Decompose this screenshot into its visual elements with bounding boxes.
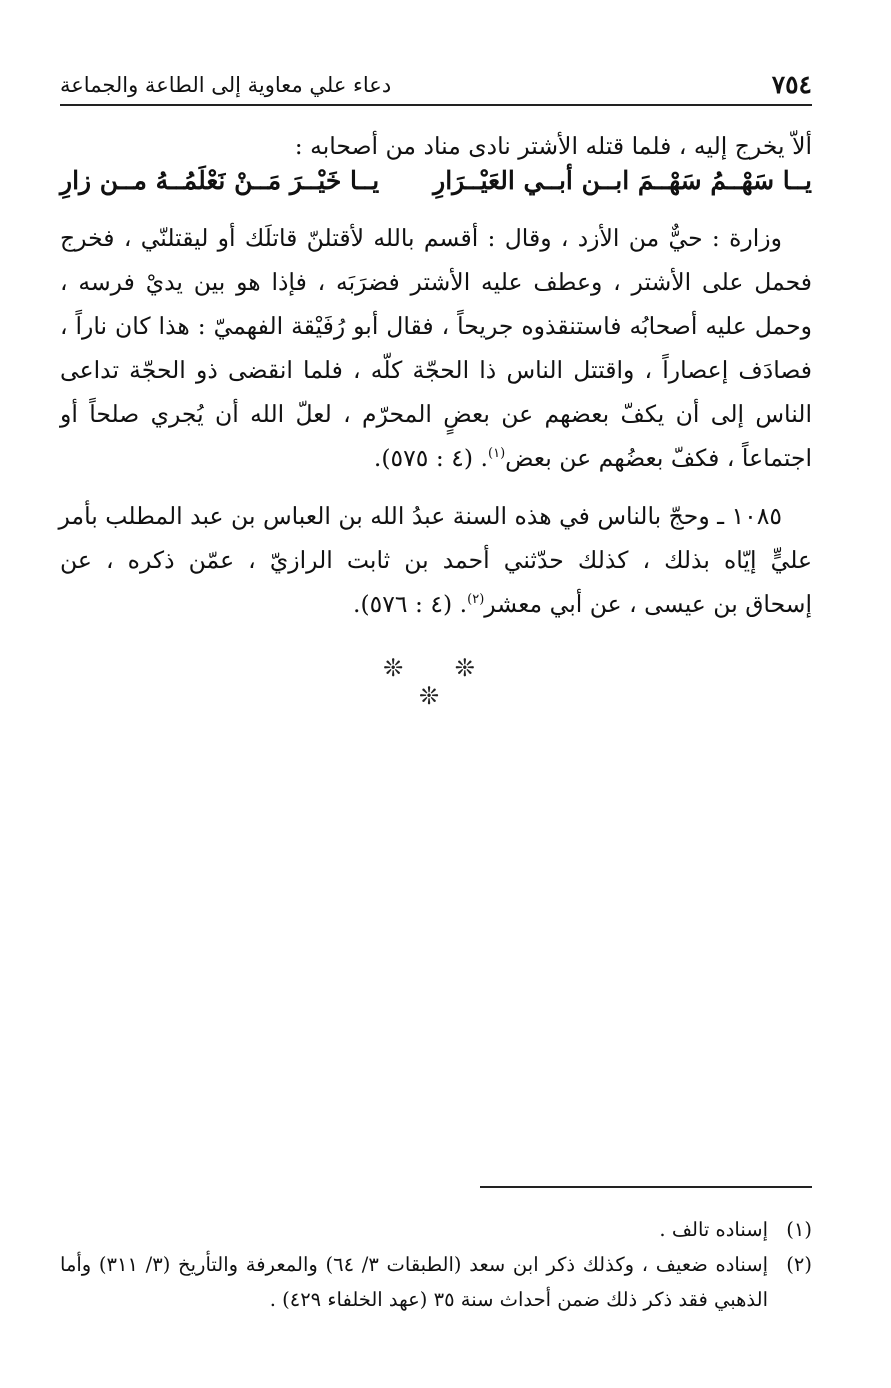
footnote-marker: (٢): [786, 1253, 812, 1276]
footnote-reference-1: (١): [488, 446, 506, 462]
text-line: [60, 582, 812, 626]
footnote-line: إسناده تالف .: [659, 1218, 768, 1241]
text-line: [60, 436, 812, 480]
text-line: الناس إلى أن يكفّ بعضهم عن بعضٍ المحرّم ، لعلّ الله أن يُجري صلحاً أو: [60, 400, 812, 428]
footnote-2: [60, 1247, 812, 1317]
footnote-marker: (١): [786, 1218, 812, 1241]
page-header: [60, 70, 812, 106]
verse-second-hemistich: يــا خَيْــرَ مَــنْ نَعْلَمُــهُ مــن زارِ: [60, 166, 380, 195]
text-line: ألاّ يخرج إليه ، فلما قتله الأشتر نادى مناد من أصحابه :: [294, 132, 812, 160]
text-line: ١٠٨٥ ـ وحجّ بالناس في هذه السنة عبدُ الله بن العباس بن عبد المطلب بأمر: [58, 502, 782, 530]
main-text: [60, 124, 812, 626]
text-line: وزارة : حيٌّ من الأزد ، وقال : أقسم بالله لأقتلنّ قاتلَك أو ليقتلنّي ، فخرج: [60, 224, 782, 252]
page-number: ٧٥٤: [771, 70, 812, 99]
text-line: فحمل على الأشتر ، وعطف عليه الأشتر فضرَبَه ، فإذا هو بين يديْ فرسه ،: [60, 268, 812, 296]
footnote-text: [60, 1212, 768, 1247]
footnote-reference-2: (٢): [467, 592, 485, 608]
verse-first-hemistich: يــا سَهْــمُ سَهْــمَ ابــن أبــي العَيْــرَارِ: [433, 166, 812, 195]
text-line: وحمل عليه أصحابُه فاستنقذوه جريحاً ، فقال أبو رُفَيْقة الفهميّ : هذا كان ناراً ،: [60, 312, 812, 340]
footnote-divider: [480, 1186, 812, 1188]
footnotes: [60, 1212, 812, 1317]
text-line: عليٍّ إيّاه بذلك ، كذلك حدّثني أحمد بن ثابت الرازيّ ، عمّن ذكره ، عن: [60, 546, 812, 574]
footnote-line: الذهبي فقد ذكر ذلك ضمن أحداث سنة ٣٥ (عهد الخلفاء ٤٢٩) .: [269, 1288, 768, 1311]
paragraph-2: [60, 494, 812, 626]
poetry-verse: [60, 166, 812, 210]
running-title: دعاء علي معاوية إلى الطاعة والجماعة: [60, 73, 392, 97]
footnote-1: [60, 1212, 812, 1247]
source-citation-1: . (٤ : ٥٧٥).: [373, 444, 488, 472]
text-line: فصادَف إعصاراً ، واقتتل الناس ذا الحجّة كلّه ، فلما انقضى ذو الحجّة تداعى: [60, 356, 812, 384]
paragraph-1: [60, 216, 812, 480]
paragraph-2-last-text: إسحاق بن عيسى ، عن أبي معشر: [484, 590, 812, 618]
section-end-ornament: ❊ ❊ ❊: [383, 654, 497, 710]
source-citation-2: . (٤ : ٥٧٦).: [353, 590, 468, 618]
paragraph-1-last-text: اجتماعاً ، فكفّ بعضُهم عن بعض: [505, 444, 812, 472]
footnote-text: [60, 1247, 768, 1317]
footnote-line: إسناده ضعيف ، وكذلك ذكر ابن سعد (الطبقات ٣/ ٦٤) والمعرفة والتأريخ (٣/ ٣١١) وأما: [60, 1253, 768, 1276]
